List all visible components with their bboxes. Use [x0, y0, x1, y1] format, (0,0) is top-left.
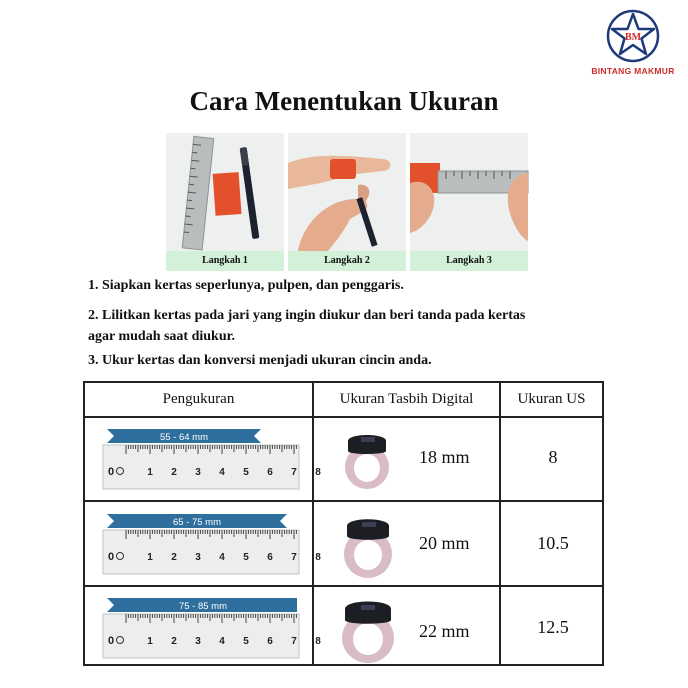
size-mm-value: 20 mm [419, 533, 470, 553]
logo-letters: BM [624, 32, 642, 43]
size-us-value: 10.5 [537, 533, 569, 553]
row-divider [85, 416, 602, 418]
brand-logo [588, 8, 678, 88]
brand-name: BINTANG MAKMUR [591, 66, 675, 76]
ruler-number: 2 [171, 467, 177, 478]
size-mm-value: 22 mm [419, 621, 470, 641]
ruler-number: 3 [195, 636, 201, 647]
instruction-2: 2. Lilitkan kertas pada jari yang ingin diukur dan beri tanda pada kertas agar mudah saat diukur. [88, 308, 526, 344]
ruler-number: 0 [107, 466, 115, 478]
ruler-number: 4 [219, 636, 225, 647]
ring-20mm-image [337, 511, 399, 583]
step-2-photo [288, 133, 406, 271]
page-title: Cara Menentukan Ukuran [189, 86, 499, 116]
ruler-number: 7 [291, 552, 297, 563]
ruler-graphic [99, 425, 321, 495]
ruler-number: 1 [147, 636, 153, 647]
ruler-graphic [99, 594, 321, 664]
step-1-photo [166, 133, 284, 271]
size-table [83, 381, 604, 666]
size-us-value: 8 [548, 447, 558, 467]
ruler-number: 7 [291, 467, 297, 478]
ruler-number: 0 [107, 551, 115, 563]
ruler-number: 5 [243, 552, 249, 563]
step-3-label: Langkah 3 [410, 251, 528, 271]
header-us-size: Ukuran US [517, 391, 586, 407]
range-label: 75 - 85 mm [178, 601, 228, 612]
ruler-number: 4 [219, 467, 225, 478]
column-divider [312, 383, 314, 664]
size-us-value: 12.5 [537, 617, 569, 637]
step-2-label: Langkah 2 [288, 251, 406, 271]
ruler-number: 3 [195, 552, 201, 563]
ruler-number: 0 [107, 635, 115, 647]
header-measurement: Pengukuran [162, 391, 235, 407]
ruler-number: 7 [291, 636, 297, 647]
step-3-photo [410, 133, 528, 271]
ruler-number: 6 [267, 467, 273, 478]
row-divider [85, 500, 602, 502]
ruler-number: 5 [243, 467, 249, 478]
ruler-graphic [99, 510, 321, 580]
ring-18mm-image [337, 427, 397, 495]
instruction-1: 1. Siapkan kertas seperlunya, pulpen, dan penggaris. [88, 278, 404, 293]
range-label: 65 - 75 mm [172, 517, 222, 528]
header-ring-size: Ukuran Tasbih Digital [339, 391, 474, 407]
ring-22mm-image [335, 593, 401, 669]
size-mm-value: 18 mm [419, 447, 470, 467]
star-logo-icon [605, 8, 661, 64]
ruler-number: 5 [243, 636, 249, 647]
ruler-number: 8 [315, 636, 321, 647]
ruler-number: 8 [315, 467, 321, 478]
ruler-number: 4 [219, 552, 225, 563]
ruler-number: 2 [171, 636, 177, 647]
ruler-number: 8 [315, 552, 321, 563]
ruler-number: 2 [171, 552, 177, 563]
ruler-number: 1 [147, 552, 153, 563]
ruler-number: 6 [267, 636, 273, 647]
range-label: 55 - 64 mm [159, 432, 209, 443]
row-divider [85, 585, 602, 587]
step-1-label: Langkah 1 [166, 251, 284, 271]
ruler-number: 1 [147, 467, 153, 478]
instruction-3: 3. Ukur kertas dan konversi menjadi ukuran cincin anda. [88, 353, 432, 368]
ruler-number: 3 [195, 467, 201, 478]
ruler-number: 6 [267, 552, 273, 563]
